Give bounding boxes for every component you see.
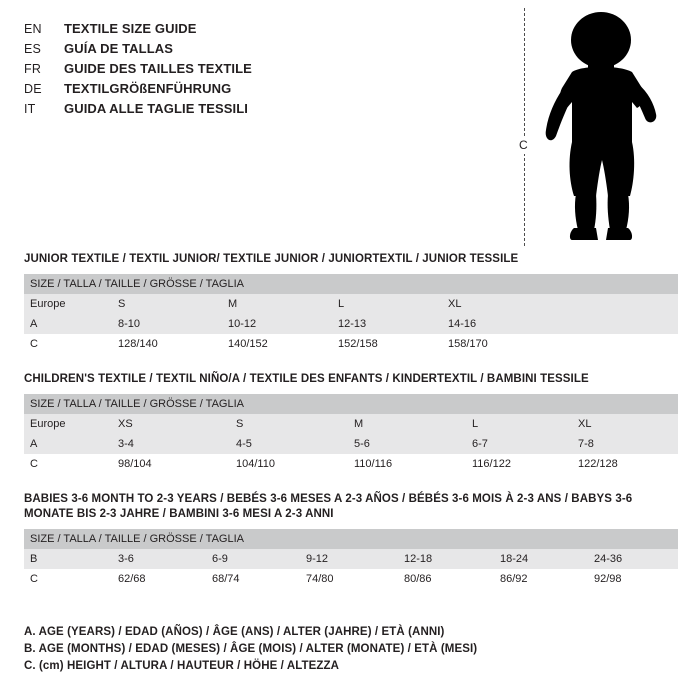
table-row xyxy=(24,549,678,569)
language-title: GUÍA DE TALLAS xyxy=(64,41,174,56)
cell xyxy=(552,294,678,314)
footnote-age-months: B. AGE (MONTHS) / EDAD (MESES) / ÂGE (MOIS) / ALTER (MONATE) / ETÀ (MESI) xyxy=(24,643,478,655)
table-row xyxy=(24,314,678,334)
cell: XL xyxy=(572,414,678,434)
cell: 158/170 xyxy=(442,334,552,354)
cell: M xyxy=(348,414,466,434)
table-header-row xyxy=(24,274,678,294)
size-header-label: SIZE / TALLA / TAILLE / GRÖSSE / TAGLIA xyxy=(24,529,678,549)
row-label: A xyxy=(24,434,112,454)
size-table-babies xyxy=(24,529,678,589)
language-row xyxy=(24,20,494,38)
language-title: TEXTILE SIZE GUIDE xyxy=(64,21,197,36)
cell: XS xyxy=(112,414,230,434)
row-label: C xyxy=(24,569,112,589)
section-title: CHILDREN'S TEXTILE / TEXTIL NIÑO/A / TEXTILE DES ENFANTS / KINDERTEXTIL / BAMBINI TESSILE xyxy=(24,373,589,385)
cell: 5-6 xyxy=(348,434,466,454)
cell: XL xyxy=(442,294,552,314)
cell: 62/68 xyxy=(112,569,206,589)
cell: M xyxy=(222,294,332,314)
table-row xyxy=(24,294,678,314)
cell: 3-6 xyxy=(112,549,206,569)
language-title: GUIDE DES TAILLES TEXTILE xyxy=(64,61,252,76)
cell: 92/98 xyxy=(588,569,678,589)
table-row xyxy=(24,569,678,589)
cell: S xyxy=(230,414,348,434)
cell: 9-12 xyxy=(300,549,398,569)
row-label: C xyxy=(24,334,112,354)
cell: 74/80 xyxy=(300,569,398,589)
language-code: ES xyxy=(24,42,42,56)
cell: 80/86 xyxy=(398,569,494,589)
footnote-age-years: A. AGE (YEARS) / EDAD (AÑOS) / ÂGE (ANS) / ALTER (JAHRE) / ETÀ (ANNI) xyxy=(24,626,445,638)
section-title: JUNIOR TEXTILE / TEXTIL JUNIOR/ TEXTILE JUNIOR / JUNIORTEXTIL / JUNIOR TESSILE xyxy=(24,253,519,265)
table-row xyxy=(24,414,678,434)
cell: 116/122 xyxy=(466,454,572,474)
cell: 14-16 xyxy=(442,314,552,334)
cell: 18-24 xyxy=(494,549,588,569)
cell: 128/140 xyxy=(112,334,222,354)
cell: 110/116 xyxy=(348,454,466,474)
measure-label-c: C xyxy=(516,136,531,154)
height-measure-figure xyxy=(516,8,676,248)
cell: 152/158 xyxy=(332,334,442,354)
row-label: B xyxy=(24,549,112,569)
language-code: FR xyxy=(24,62,42,76)
language-row xyxy=(24,60,494,78)
table-header-row xyxy=(24,394,678,414)
measure-dashed-line xyxy=(524,8,525,246)
table-row xyxy=(24,334,678,354)
language-title-block xyxy=(24,20,494,120)
cell: 8-10 xyxy=(112,314,222,334)
cell: 6-7 xyxy=(466,434,572,454)
cell: 140/152 xyxy=(222,334,332,354)
size-header-label: SIZE / TALLA / TAILLE / GRÖSSE / TAGLIA xyxy=(24,394,678,414)
cell: 68/74 xyxy=(206,569,300,589)
footnote-block xyxy=(24,624,684,675)
cell: 24-36 xyxy=(588,549,678,569)
cell: S xyxy=(112,294,222,314)
cell: 7-8 xyxy=(572,434,678,454)
cell: 4-5 xyxy=(230,434,348,454)
table-header-row xyxy=(24,529,678,549)
cell: L xyxy=(332,294,442,314)
child-silhouette-icon xyxy=(538,10,658,245)
language-code: DE xyxy=(24,82,42,96)
footnote-height: C. (cm) HEIGHT / ALTURA / HAUTEUR / HÖHE / ALTEZZA xyxy=(24,660,340,672)
cell: 10-12 xyxy=(222,314,332,334)
cell: L xyxy=(466,414,572,434)
language-code: EN xyxy=(24,22,42,36)
cell xyxy=(552,314,678,334)
section-babies-textile xyxy=(24,492,678,589)
cell: 86/92 xyxy=(494,569,588,589)
size-table-children xyxy=(24,394,678,474)
row-label: Europe xyxy=(24,294,112,314)
language-title: TEXTILGRÖßENFÜHRUNG xyxy=(64,81,232,96)
size-table-junior xyxy=(24,274,678,354)
row-label: Europe xyxy=(24,414,112,434)
cell: 12-18 xyxy=(398,549,494,569)
language-row xyxy=(24,40,494,58)
table-row xyxy=(24,454,678,474)
cell xyxy=(552,334,678,354)
cell: 6-9 xyxy=(206,549,300,569)
language-row xyxy=(24,100,494,118)
row-label: A xyxy=(24,314,112,334)
language-code: IT xyxy=(24,102,36,116)
section-junior-textile xyxy=(24,252,678,354)
cell: 122/128 xyxy=(572,454,678,474)
language-title: GUIDA ALLE TAGLIE TESSILI xyxy=(64,101,249,116)
cell: 98/104 xyxy=(112,454,230,474)
row-label: C xyxy=(24,454,112,474)
cell: 12-13 xyxy=(332,314,442,334)
section-childrens-textile xyxy=(24,372,678,474)
cell: 104/110 xyxy=(230,454,348,474)
size-header-label: SIZE / TALLA / TAILLE / GRÖSSE / TAGLIA xyxy=(24,274,678,294)
cell: 3-4 xyxy=(112,434,230,454)
section-title: BABIES 3-6 MONTH TO 2-3 YEARS / BEBÉS 3-6 MESES A 2-3 AÑOS / BÉBÉS 3-6 MOIS À 2-3 ANS / BABYS 3-6 MONATE BIS 2-3 JAHRE / BAMBINI 3-6 MESI A 2-3 ANNI xyxy=(24,493,633,520)
table-row xyxy=(24,434,678,454)
language-row xyxy=(24,80,494,98)
